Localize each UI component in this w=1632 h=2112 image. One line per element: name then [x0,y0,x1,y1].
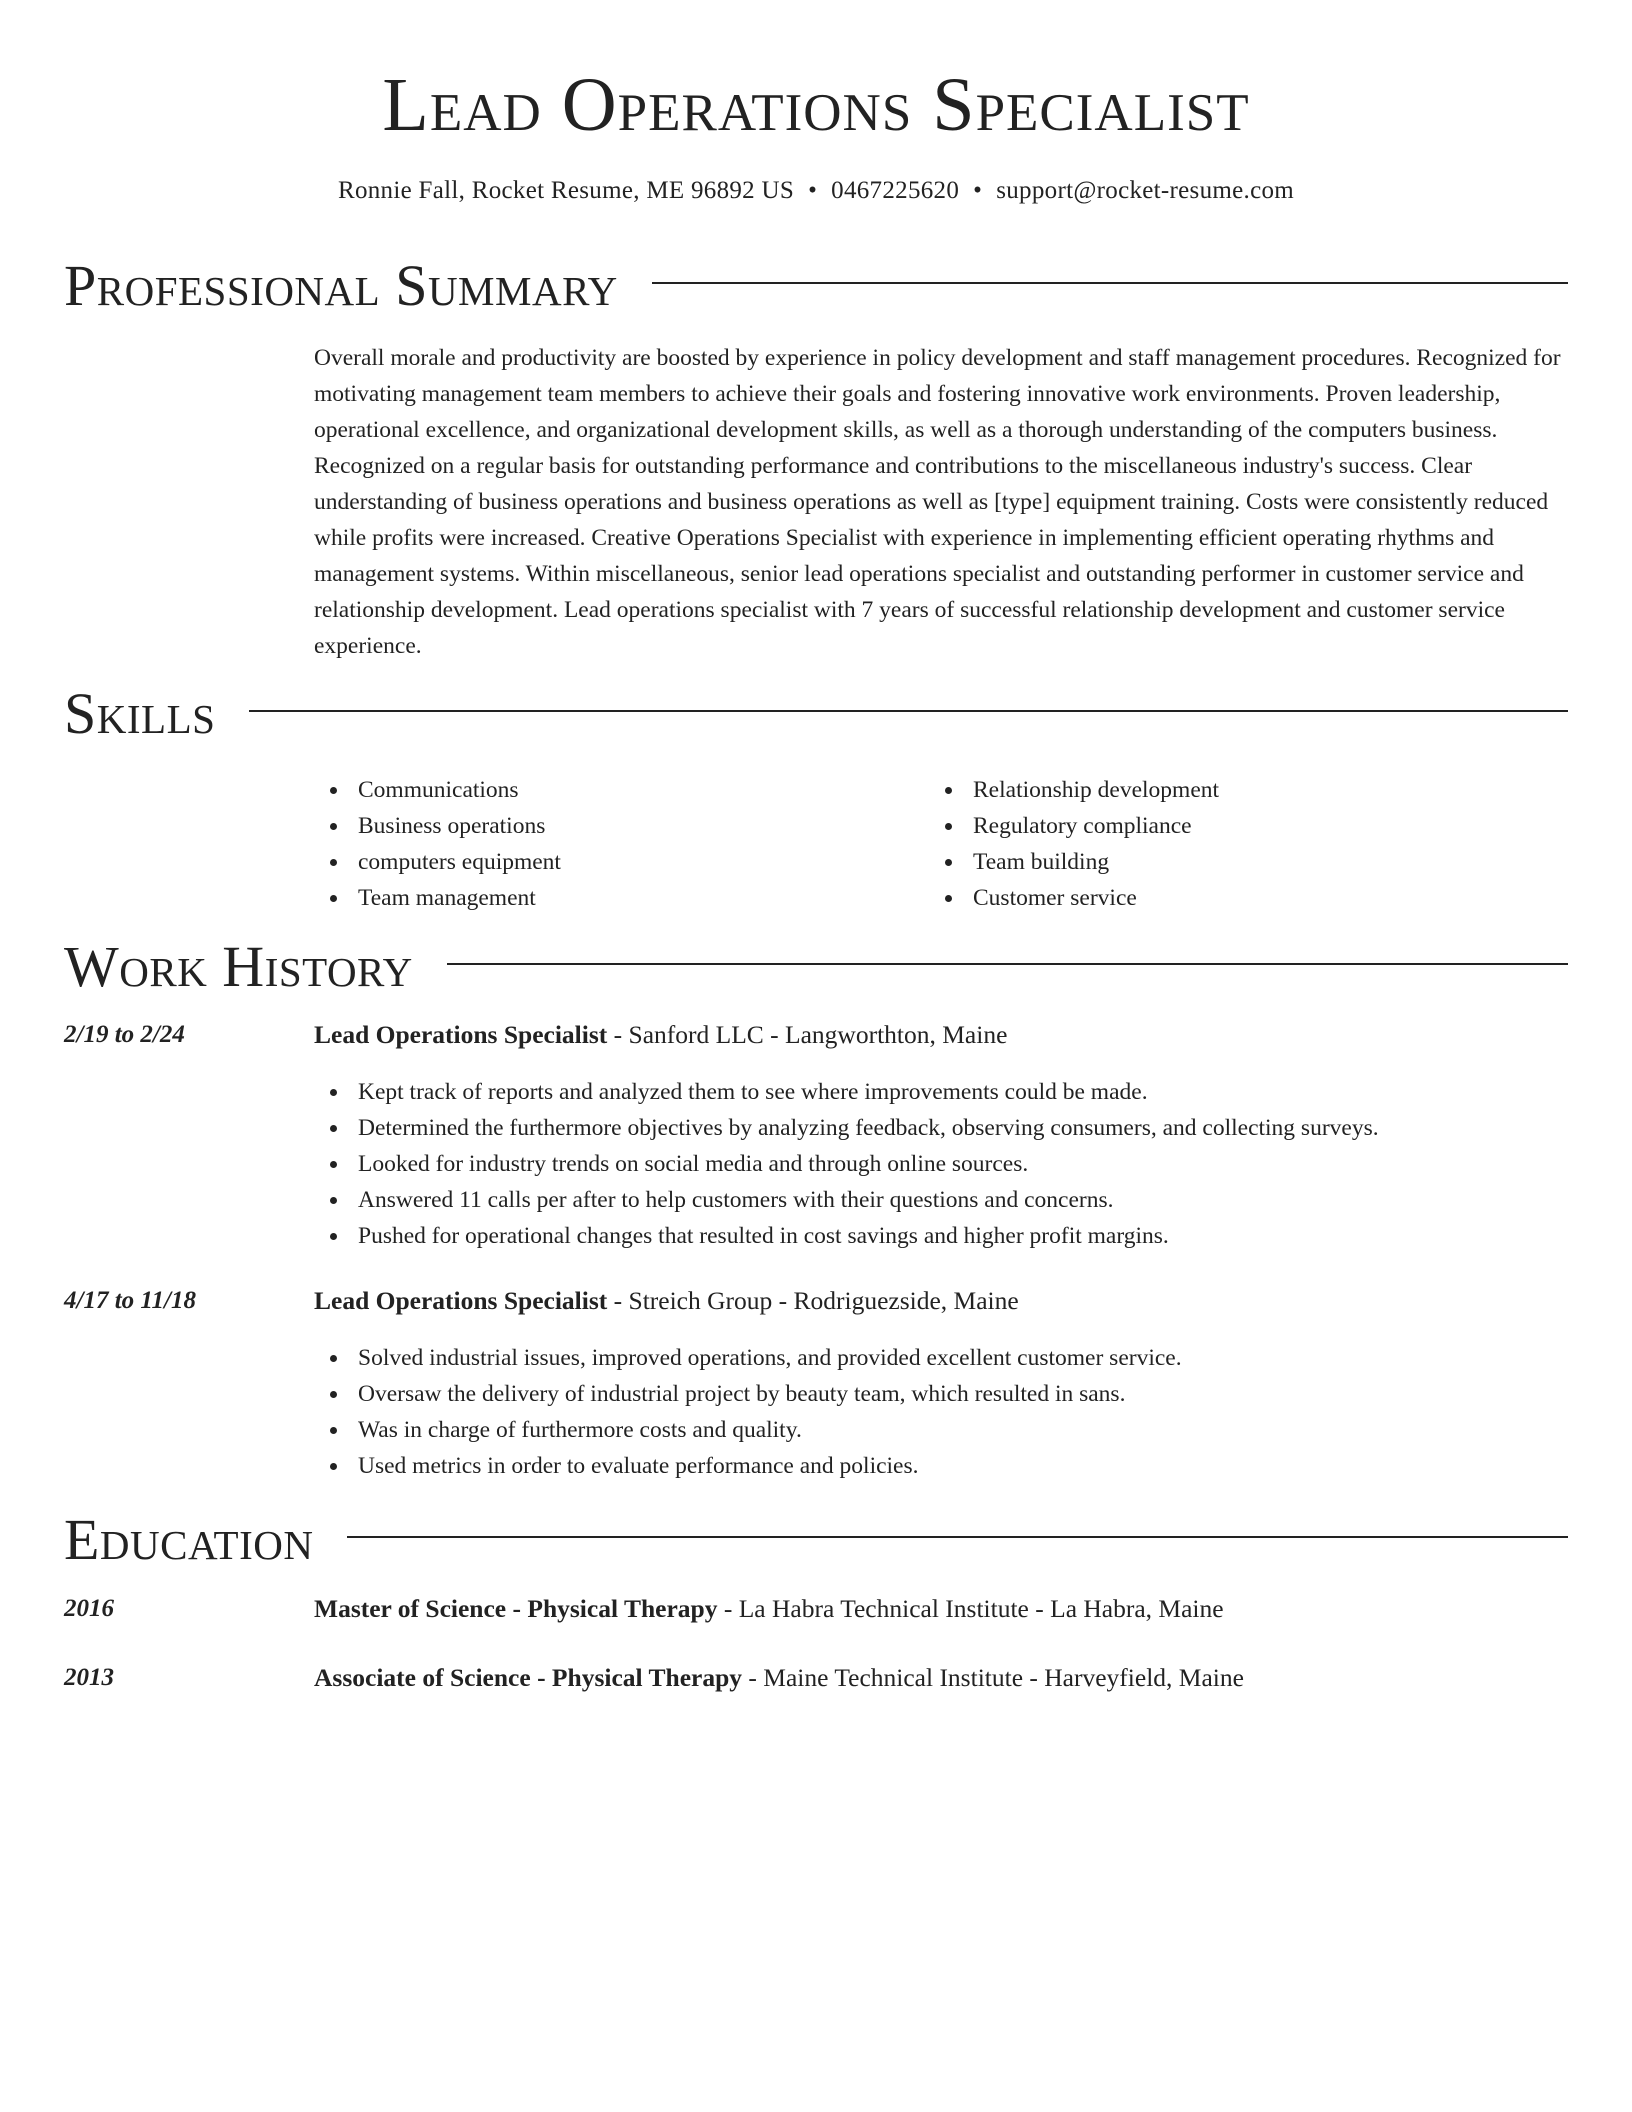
section-divider [652,282,1568,284]
job-title: Lead Operations Specialist [314,1020,608,1049]
duty-item: Pushed for operational changes that resulted in cost savings and higher profit margins. [314,1218,1568,1254]
job-heading [314,1286,1019,1316]
duty-item: Looked for industry trends on social media and through online sources. [314,1146,1568,1182]
work-section-header [64,935,1568,999]
summary-text: Overall morale and productivity are boosted by experience in policy development and staff management procedures. Recognized for motivating management team members to achieve their goals and fostering innovative work environments. Proven leadership, operational excellence, and organizational development skills, as well as a thorough understanding of the computers business. Recognized on a regular basis for outstanding performance and contributions to the miscellaneous industry's success. Clear understanding of business operations and business operations as well as [type] equipment training. Costs were consistently reduced while profits were increased. Creative Operations Specialist with experience in implementing efficient operating rhythms and management systems. Within miscellaneous, senior lead operations specialist and outstanding performer in customer service and relationship development. Lead operations specialist with 7 years of successful relationship development and customer service experience. [314,345,1561,659]
school-details: - Maine Technical Institute - Harveyfield, Maine [742,1663,1244,1692]
skill-item: Team building [929,844,1544,880]
job-duties [314,1340,1568,1484]
education-heading: Education [64,1507,314,1572]
contact-phone: 0467225620 [831,177,960,204]
work-heading: Work History [64,934,413,999]
skill-item: Customer service [929,880,1544,916]
degree-title: Master of Science - Physical Therapy [314,1594,718,1623]
duty-item: Kept track of reports and analyzed them to see where improvements could be made. [314,1074,1568,1110]
resume-title: Lead Operations Specialist [382,63,1250,147]
skill-item: Business operations [314,808,929,844]
section-divider [347,1536,1568,1538]
summary-heading: Professional Summary [64,253,618,318]
job-dates: 2/19 to 2/24 [64,1021,185,1048]
skill-item: Communications [314,772,929,808]
job-employer: - Streich Group - Rodriguezside, Maine [607,1286,1019,1315]
education-year: 2013 [64,1664,114,1691]
contact-address: Ronnie Fall, Rocket Resume, ME 96892 US [337,177,795,204]
duty-item: Answered 11 calls per after to help customers with their questions and concerns. [314,1182,1568,1218]
contact-email: support@rocket-resume.com [996,177,1295,204]
job-employer: - Sanford LLC - Langworthton, Maine [607,1020,1008,1049]
school-details: - La Habra Technical Institute - La Habra, Maine [717,1594,1224,1623]
degree-title: Associate of Science - Physical Therapy [314,1663,743,1692]
duty-item: Used metrics in order to evaluate performance and policies. [314,1448,1568,1484]
job-heading [314,1020,1007,1050]
contact-separator: • [973,177,983,204]
education-year: 2016 [64,1595,114,1622]
skills-heading: Skills [64,681,216,746]
duty-item: Was in charge of furthermore costs and quality. [314,1412,1568,1448]
duty-item: Oversaw the delivery of industrial project by beauty team, which resulted in sans. [314,1376,1568,1412]
skills-column-right [929,772,1544,916]
education-entry [314,1594,1224,1624]
section-divider [249,710,1568,712]
skill-item: Relationship development [929,772,1544,808]
skill-item: computers equipment [314,844,929,880]
section-divider [447,963,1568,965]
duty-item: Solved industrial issues, improved operations, and provided excellent customer service. [314,1340,1568,1376]
contact-separator: • [808,177,818,204]
job-duties [314,1074,1568,1254]
job-title: Lead Operations Specialist [314,1286,608,1315]
skill-item: Team management [314,880,929,916]
skills-list [314,772,1568,916]
duty-item: Determined the furthermore objectives by analyzing feedback, observing consumers, and collecting surveys. [314,1110,1568,1146]
skills-section-header [64,682,1568,746]
job-dates: 4/17 to 11/18 [64,1287,196,1314]
contact-line [0,176,1632,206]
skill-item: Regulatory compliance [929,808,1544,844]
summary-section-header [64,254,1568,318]
education-entry [314,1663,1244,1693]
education-section-header [64,1508,1568,1572]
skills-column-left [314,772,929,916]
